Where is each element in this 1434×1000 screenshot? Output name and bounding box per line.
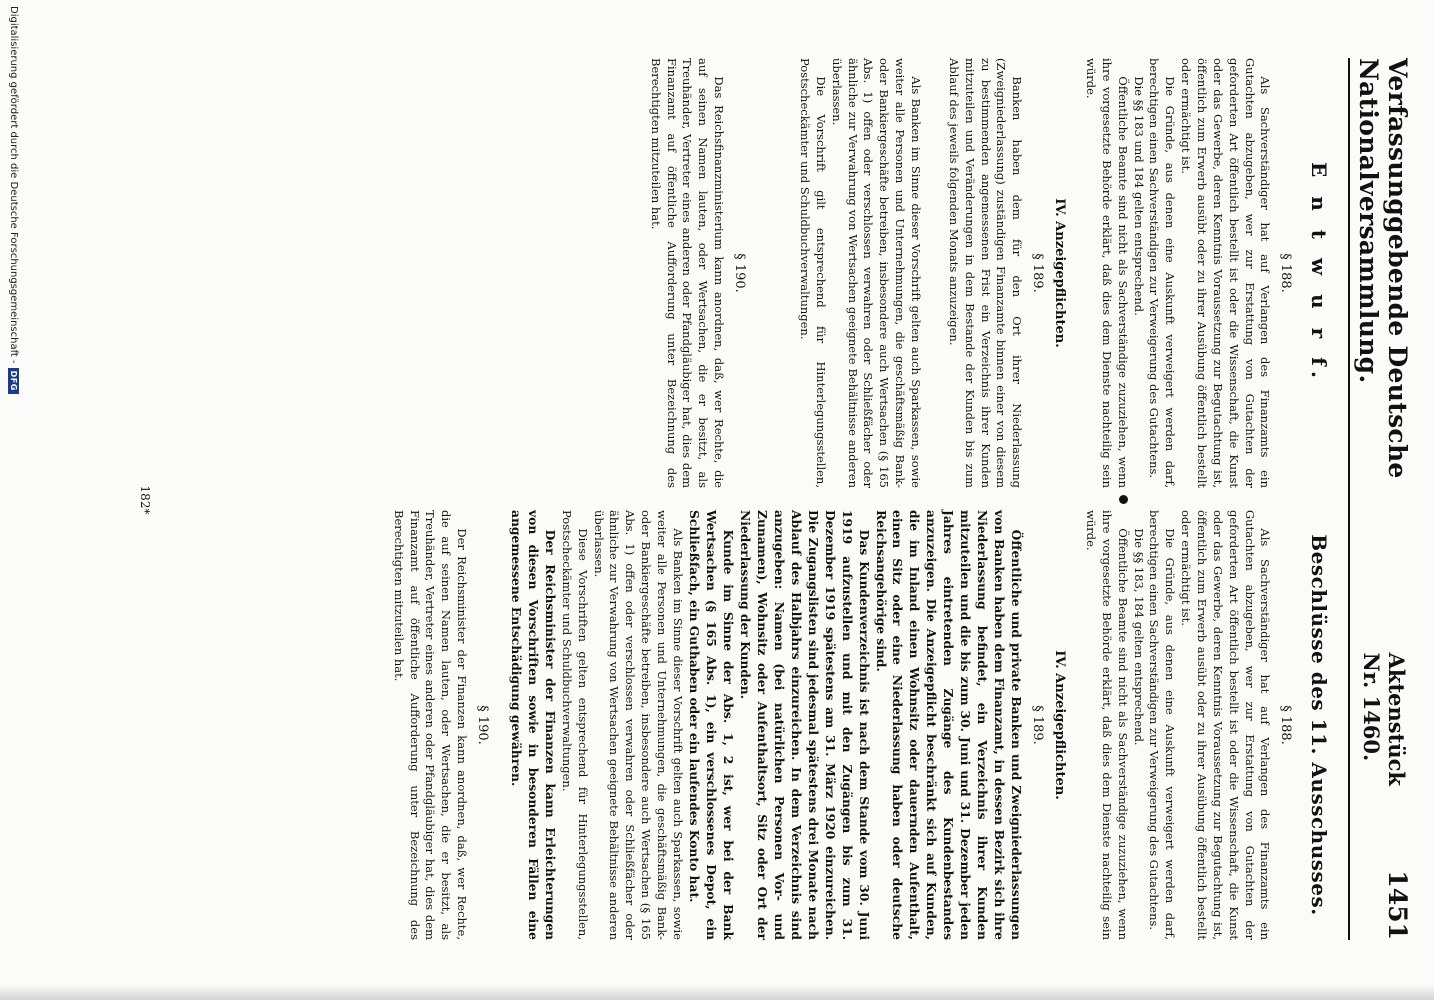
section-heading: IV. Anzeigepflichten. [1052,198,1068,348]
committee-188-paragraph: Öffentliche Beamte sind nicht als Sachverständige zuzuziehen, wenn ihre vorgesetzte Behörde erklärt, daß dies dem Dienste nachteilig sein würde. [1084,510,1130,940]
header-right [1359,653,1412,940]
section-189-mark: § 189. [1030,705,1046,745]
committee-188-paragraph: Die §§ 183, 184 gelten entsprechend. [1131,528,1146,746]
draft-188-paragraph: Die §§ 183 und 184 gelten entsprechend. [1131,76,1146,316]
section-188-mark: § 188. [1278,253,1294,293]
page-edge-shadow [0,984,1434,1000]
page-header [1348,58,1412,940]
section-heading: IV. Anzeigepflichten. [1052,650,1068,800]
committee-189-paragraph: Kunde im Sinne der Abs. 1, 2 ist, wer bei der Bank Wertsachen (§ 165 Abs. 1), ein verschlossenes Depot, ein Schließfach, ein Guthaben oder ein laufendes Konto hat. [686,510,736,940]
draft-column-label: E n t w u r f. [1307,162,1331,384]
committee-189-paragraph: Das Kundenverzeichnis ist nach dem Stande vom 30. Juni 1919 aufzustellen und mit den Zugängen bis zum 31. Dezember 1919 spätestens am 31. März 1920 einzureichen. Die Zugangslisten sind jedesmal spätestens drei Monate nach Ablauf des Halbjahrs einzureichen. In dem Verzeichnis sind anzugeben: Namen (bei natürlichen Personen Vor- und Zunamen), Wohnsitz oder Aufenthaltsort, Sitz oder Ort der Niederlassung der Kunden. [737,510,872,940]
section-190-mark: § 190. [475,705,491,745]
draft-column [390,58,1334,488]
page-number: 1451 [1383,870,1412,940]
committee-column [390,510,1334,940]
section-190-mark: § 190. [732,253,748,293]
draft-188-paragraph: Öffentliche Beamte sind nicht als Sachverständige zuzuziehen, wenn ihre vorgesetzte Behörde erklärt, daß dies dem Dienste nachteilig sein würde. [1084,58,1130,488]
section-188-mark: § 188. [1278,705,1294,745]
committee-189-paragraph: Der Reichsminister der Finanzen kann Erleichterungen von diesen Vorschriften sowie in besonderen Fällen eine angemessene Entschädigung gewähren. [509,510,559,940]
two-column-body [390,58,1334,940]
committee-190-paragraph: Der Reichsminister der Finanzen kann anordnen, daß, wer Rechte, die auf seinen Namen lauten, oder Wertsachen, die er besitzt, als Treuhänder, Vertreter eines anderen oder Pfandgläubiger hat, dies dem Finanzamt auf öffentliche Aufforderung unter Bezeichnung des Berechtigten mitzuteilen hat. [391,510,470,940]
digitization-credit [8,6,19,394]
committee-189-paragraph: Als Banken im Sinne dieser Vorschrift gelten auch Sparkassen, sowie weiter alle Personen und Unternehmungen, die geschäftsmäßig Bank- oder Bankiergeschäfte betreiben, insbesondere auch Wertsachen (§ 165 Abs. 1) offen oder verschlossen verwahren oder Schließfächer oder ähnliche zur Verwahrung von Wertsachen geeignete Behältnisse anderen überlassen. [591,510,685,940]
draft-190-paragraph: Das Reichsfinanzministerium kann anordnen, daß, wer Rechte, die auf seinen Namen lauten, oder Wertsachen, die er besitzt, als Treuhänder, Vertreter eines anderen oder Pfandgläubiger hat, dies dem Finanzamt auf öffentliche Aufforderung unter Bezeichnung des Berechtigten mitzuteilen hat. [648,58,727,488]
committee-188-paragraph: Die Gründe, aus denen eine Auskunft verweigert werden darf, berechtigen einen Sachverständigen zur Verweigerung des Gutachtens. [1147,510,1178,940]
aktenstueck-label: Aktenstück Nr. 1460. [1359,652,1409,786]
committee-188-paragraph: Als Sachverständiger hat auf Verlangen des Finanzamts ein Gutachten abzugeben, wer zur Erstattung von Gutachten der geforderten Art öffentlich bestellt ist oder die Wissenschaft, die Kunst oder das Gewerbe, deren Kenntnis Voraussetzung zur Begutachtung ist, öffentlich zum Erwerb ausübt oder zu ihrer Ausübung öffentlich bestellt oder ermächtigt ist. [1179,510,1273,940]
document-title: Verfassunggebende Deutsche Nationalversammlung. [1354,58,1412,479]
ink-smudge [1119,495,1128,504]
credit-text: Digitalisierung gefördert durch die Deutsche Forschungsgemeinschaft - [8,6,19,364]
draft-188-paragraph: Die Gründe, aus denen eine Auskunft verweigert werden darf, berechtigen einen Sachverständigen zur Verweigerung des Gutachtens. [1147,58,1178,488]
draft-189-paragraph: Die Vorschrift gilt entsprechend für Hinterlegungsstellen, Postscheckämter und Schuldbuchverwaltungen. [797,58,828,488]
draft-189-paragraph: Als Banken im Sinne dieser Vorschrift gelten auch Sparkassen, sowie weiter alle Personen und Unternehmungen, die geschäftsmäßig Bank- oder Bankiergeschäfte betreiben, insbesondere auch Wertsachen (§ 165 Abs. 1) offen oder verschlossen verwahren oder Schließfächer oder ähnliche zur Verwahrung von Wertsachen geeignete Behältnisse anderen überlassen. [829,58,923,488]
committee-column-label: Beschlüsse des 11. Ausschusses. [1307,534,1331,916]
draft-189-paragraph: Banken haben dem für den Ort ihrer Niederlassung (Zweigniederlassung) zuständigen Finanzamte binnen einer von diesem zu bestimmenden angemessenen Frist ein Verzeichnis ihrer Kunden mitzuteilen und Veränderungen in dem Bestande der Kunden bis zum Ablauf des jeweils folgenden Monats anzuzeigen. [946,58,1025,488]
draft-188-paragraph: Als Sachverständiger hat auf Verlangen des Finanzamts ein Gutachten abzugeben, wer zur Erstattung von Gutachten der geforderten Art öffentlich bestellt ist oder die Wissenschaft, die Kunst oder das Gewerbe, deren Kenntnis Voraussetzung zur Begutachtung ist, öffentlich zum Erwerb ausübt oder zu ihrer Ausübung öffentlich bestellt oder ermächtigt ist. [1179,58,1273,488]
committee-189-paragraph: Öffentliche und private Banken und Zweigniederlassungen von Banken haben dem Finanzamt, in dessen Bezirk sich ihre Niederlassung befindet, ein Verzeichnis ihrer Kunden mitzuteilen und die bis zum 30. Juni und 31. Dezember jeden Jahres eintretenden Zugänge des Kundenbestandes anzuzeigen. Die Anzeigepflicht beschränkt sich auf Kunden, die im Inland einen Wohnsitz oder dauernden Aufenthalt, einen Sitz oder eine Niederlassung haben oder deutsche Reichsangehörige sind. [873,510,1025,940]
signature-mark: 182* [138,485,152,515]
committee-189-paragraph: Diese Vorschriften gelten entsprechend für Hinterlegungsstellen, Postscheckämter und Schuldbuchverwaltungen. [559,510,590,940]
dfg-logo: DFG [8,368,19,394]
section-189-mark: § 189. [1030,253,1046,293]
